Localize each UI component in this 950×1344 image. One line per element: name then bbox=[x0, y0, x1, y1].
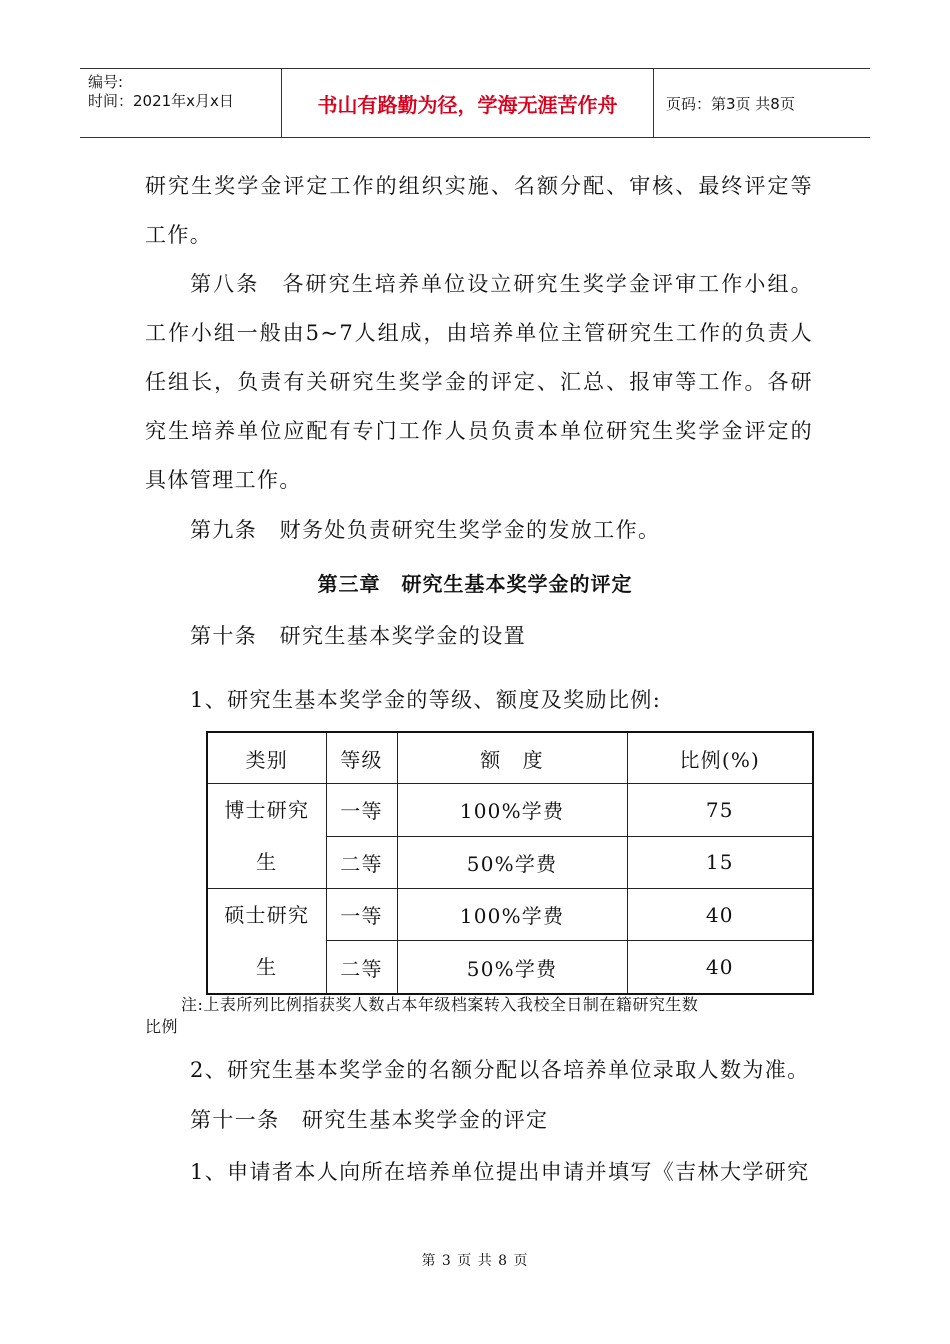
table-row bbox=[207, 889, 813, 941]
item-1-heading: 1、研究生基本奖学金的等级、额度及奖励比例: bbox=[190, 688, 662, 712]
ratio-cell: 40 bbox=[627, 941, 813, 994]
table-note-line: 比例 bbox=[145, 1017, 179, 1036]
level-cell: 一等 bbox=[326, 784, 397, 837]
article-11-heading: 第十一条 研究生基本奖学金的评定 bbox=[190, 1108, 549, 1132]
serial-number-label: 编号: bbox=[88, 73, 124, 91]
table-note bbox=[145, 994, 805, 1038]
chapter-title: 第三章 研究生基本奖学金的评定 bbox=[317, 572, 633, 596]
category-line: 博士研究 bbox=[224, 798, 310, 822]
table-header-cell: 等级 bbox=[326, 732, 397, 784]
amount-cell: 100%学费 bbox=[397, 889, 627, 941]
item-11-1-paragraph: 1、申请者本人向所在培养单位提出申请并填写《吉林大学研究 bbox=[190, 1160, 810, 1184]
table-header-cell: 比例(%) bbox=[627, 732, 813, 784]
item-2-paragraph: 2、研究生基本奖学金的名额分配以各培养单位录取人数为准。 bbox=[190, 1058, 810, 1082]
ratio-cell: 75 bbox=[627, 784, 813, 837]
category-line: 硕士研究 bbox=[224, 903, 310, 927]
table-note-line: 注:上表所列比例指获奖人数占本年级档案转入我校全日制在籍研究生数 bbox=[181, 995, 699, 1014]
header-page-info: 页码：第3页 共8页 bbox=[666, 94, 795, 113]
category-line: 生 bbox=[256, 850, 278, 874]
ratio-cell: 40 bbox=[627, 889, 813, 941]
article-8-paragraph: 第八条 各研究生培养单位设立研究生奖学金评审工作小组。工作小组一般由5~7人组成，由培养单位主管研究生工作的负责人任组长，负责有关研究生奖学金的评定、汇总、报审等工作。各研究生培养单位应配有专门工作人员负责本单位研究生奖学金评定的具体管理工作。 bbox=[145, 272, 813, 492]
table-header-cell: 类别 bbox=[207, 732, 326, 784]
level-cell: 二等 bbox=[326, 836, 397, 889]
page-header bbox=[80, 68, 870, 138]
table-header-cell: 额 度 bbox=[397, 732, 627, 784]
article-9-paragraph: 第九条 财务处负责研究生奖学金的发放工作。 bbox=[190, 518, 661, 542]
page-footer: 第 3 页 共 8 页 bbox=[421, 1253, 529, 1269]
category-cell-phd bbox=[207, 784, 326, 889]
amount-cell: 100%学费 bbox=[397, 784, 627, 837]
header-motto: 书山有路勤为径，学海无涯苦作舟 bbox=[282, 69, 654, 137]
amount-cell: 50%学费 bbox=[397, 836, 627, 889]
level-cell: 一等 bbox=[326, 889, 397, 941]
amount-cell: 50%学费 bbox=[397, 941, 627, 994]
level-cell: 二等 bbox=[326, 941, 397, 994]
category-line: 生 bbox=[256, 955, 278, 979]
table-header-row bbox=[207, 732, 813, 784]
paragraph-continuation: 研究生奖学金评定工作的组织实施、名额分配、审核、最终评定等工作。 bbox=[145, 174, 813, 247]
header-meta bbox=[80, 69, 282, 137]
category-cell-masters bbox=[207, 889, 326, 995]
scholarship-table bbox=[206, 731, 814, 995]
table-row bbox=[207, 784, 813, 837]
date-label: 时间：2021年x月x日 bbox=[88, 92, 234, 110]
ratio-cell: 15 bbox=[627, 836, 813, 889]
article-10-heading: 第十条 研究生基本奖学金的设置 bbox=[190, 624, 526, 648]
